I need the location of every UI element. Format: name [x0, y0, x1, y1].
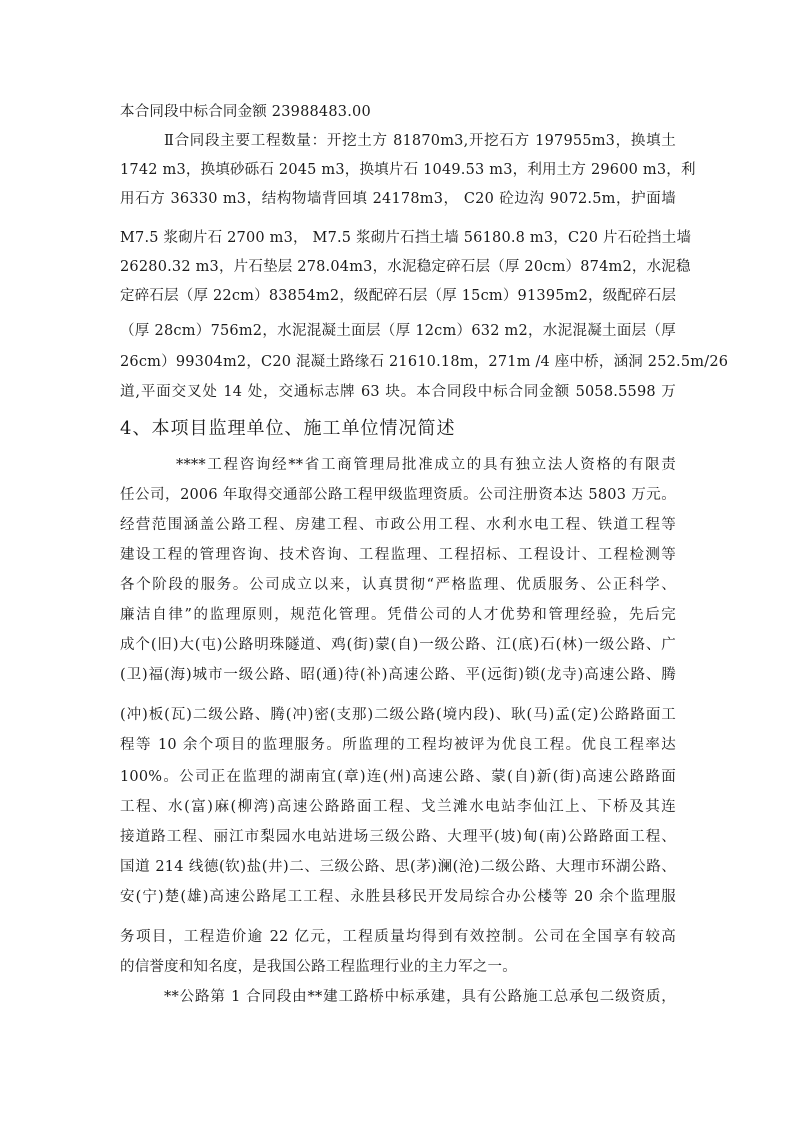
supervisor-paragraph-line: ****工程咨询经**省工商管理局批准成立的具有独立法人资格的有限责	[176, 457, 676, 473]
supervisor-paragraph-line: 成个(旧)大(屯)公路明珠隧道、鸡(街)蒙(自)一级公路、江(底)石(林)一级公路、广	[120, 637, 676, 653]
contract2-line: 用石方 36330 m3，结构物墙背回填 24178m3， C20 砼边沟 9072.5m，护面墙	[120, 191, 676, 207]
contractor-paragraph-line: **公路第 1 合同段由**建工路桥中标承建，具有公路施工总承包二级资质，	[164, 989, 676, 1005]
supervisor-paragraph-line: 国道 214 线德(钦)盐(井)二、三级公路、思(茅)澜(沧)二级公路、大理市环湖公路、	[120, 859, 676, 875]
supervisor-paragraph-line: 廉洁自律”的监理原则，规范化管理。凭借公司的人才优势和管理经验，先后完	[120, 607, 676, 623]
contract2-line: 1742 m3，换填砂砾石 2045 m3，换填片石 1049.53 m3，利用土方 29600 m3，利	[120, 162, 696, 178]
supervisor-paragraph-line: 经营范围涵盖公路工程、房建工程、市政公用工程、水利水电工程、铁道工程等	[120, 517, 676, 533]
supervisor-paragraph-line: 程等 10 余个项目的监理服务。所监理的工程均被评为优良工程。优良工程率达	[120, 737, 676, 753]
supervisor-paragraph-line: 工程、水(富)麻(柳湾)高速公路路面工程、戈兰滩水电站李仙江上、下桥及其连	[120, 799, 676, 815]
contract2-line: 定碎石层（厚 22cm）83854m2，级配碎石层（厚 15cm）91395m2，级配碎石层	[120, 288, 677, 304]
contract2-line: Ⅱ合同段主要工程数量：开挖土方 81870m3,开挖石方 197955m3，换填土	[164, 133, 676, 149]
contract2-line: 26cm）99304m2，C20 混凝土路缘石 21610.18m，271m /4 座中桥，涵洞 252.5m/26	[120, 354, 729, 370]
contract2-line: M7.5 浆砌片石 2700 m3， M7.5 浆砌片石挡土墙 56180.8 m3，C20 片石砼挡土墙	[120, 230, 692, 246]
supervisor-paragraph-line: (卫)福(海)城市一级公路、昭(通)待(补)高速公路、平(远街)锁(龙寺)高速公路、腾	[120, 667, 676, 683]
supervisor-paragraph-line: (冲)板(瓦)二级公路、腾(冲)密(支那)二级公路(境内段)、耿(马)孟(定)公路路面工	[120, 707, 676, 723]
supervisor-paragraph-line: 安(宁)楚(雄)高速公路尾工工程、永胜县移民开发局综合办公楼等 20 余个监理服	[120, 889, 676, 905]
supervisor-paragraph-line: 的信誉度和知名度，是我国公路工程监理行业的主力军之一。	[120, 959, 517, 975]
contract2-line: （厚 28cm）756m2，水泥混凝土面层（厚 12cm）632 m2，水泥混凝土面层（厚	[120, 323, 676, 339]
contract2-line: 道,平面交叉处 14 处，交通标志牌 63 块。本合同段中标合同金额 5058.5598 万	[120, 384, 676, 400]
section-4-heading: 4、本项目监理单位、施工单位情况简述	[120, 418, 456, 439]
contract1-amount-line: 本合同段中标合同金额 23988483.00	[120, 104, 371, 120]
supervisor-paragraph-line: 务项目，工程造价逾 22 亿元，工程质量均得到有效控制。公司在全国享有较高	[120, 929, 676, 945]
supervisor-paragraph-line: 建设工程的管理咨询、技术咨询、工程监理、工程招标、工程设计、工程检测等	[120, 547, 676, 563]
supervisor-paragraph-line: 接道路工程、丽江市梨园水电站进场三级公路、大理平(坡)甸(南)公路路面工程、	[120, 829, 676, 845]
supervisor-paragraph-line: 各个阶段的服务。公司成立以来，认真贯彻“严格监理、优质服务、公正科学、	[120, 577, 676, 593]
contract2-line: 26280.32 m3，片石垫层 278.04m3，水泥稳定碎石层（厚 20cm）874m2，水泥稳	[120, 259, 691, 275]
supervisor-paragraph-line: 任公司，2006 年取得交通部公路工程甲级监理资质。公司注册资本达 5803 万元。	[120, 487, 676, 503]
supervisor-paragraph-line: 100%。公司正在监理的湖南宜(章)连(州)高速公路、蒙(自)新(街)高速公路路面	[120, 769, 676, 785]
